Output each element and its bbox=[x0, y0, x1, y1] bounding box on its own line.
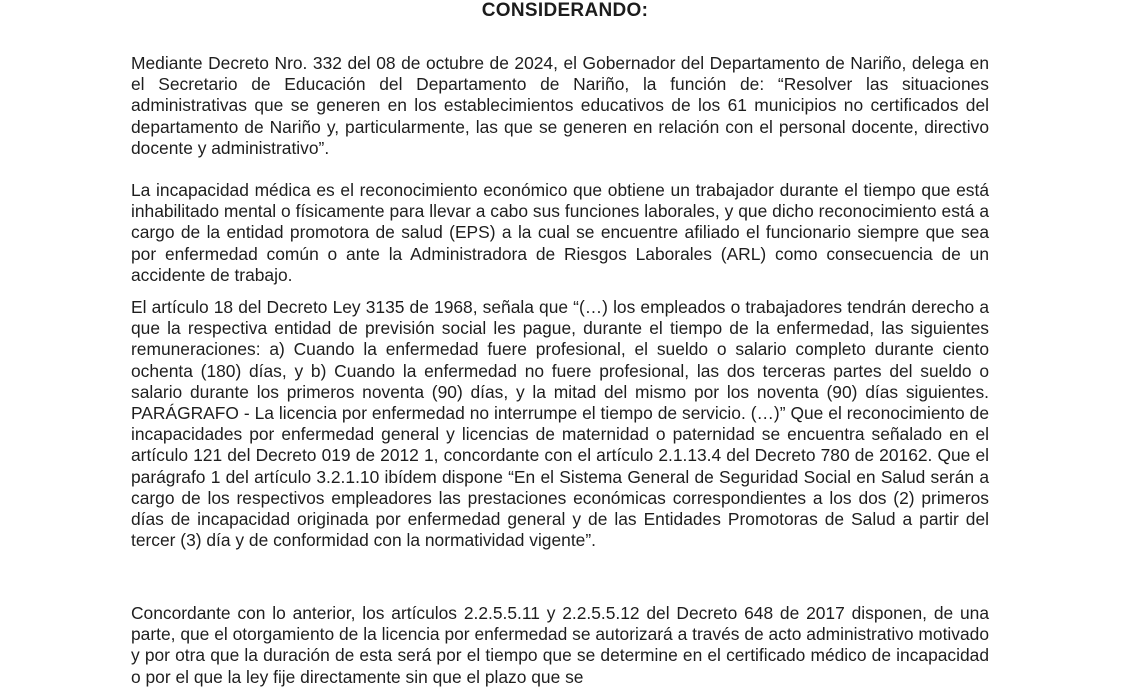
paragraph-incapacidad-medica: La incapacidad médica es el reconocimiento económico que obtiene un trabajador durante el tiempo que está inhabilitado mental o físicamente para llevar a cabo sus funciones laborales, y que dicho reconocimiento está a cargo de la entidad promotora de salud (EPS) a la cual se encuentre afiliado el funcionario siempre que sea por enfermedad común o ante la Administradora de Riesgos Laborales (ARL) como consecuencia de un accidente de trabajo. bbox=[131, 180, 989, 285]
paragraph-articulo-18: El artículo 18 del Decreto Ley 3135 de 1968, señala que “(…) los empleados o trabajadores tendrán derecho a que la respectiva entidad de previsión social les pague, durante el tiempo de la enfermedad, las siguientes remuneraciones: a) Cuando la enfermedad fuere profesional, el sueldo o salario completo durante ciento ochenta (180) días, y b) Cuando la enfermedad no fuere profesional, las dos terceras partes del sueldo o salario durante los primeros noventa (90) días, y la mitad del mismo por los noventa (90) días siguientes. PARÁGRAFO - La licencia por enfermedad no interrumpe el tiempo de servicio. (…)” Que el reconocimiento de incapacidades por enfermedad general y licencias de maternidad o paternidad se encuentra señalado en el artículo 121 del Decreto 019 de 2012 1, concordante con el artículo 2.1.13.4 del Decreto 780 de 20162. Que el parágrafo 1 del artículo 3.2.1.10 ibídem dispone “En el Sistema General de Seguridad Social en Salud serán a cargo de los respectivos empleadores las prestaciones económicas correspondientes a los dos (2) primeros días de incapacidad originada por enfermedad general y de las Entidades Promotoras de Salud a partir del tercer (3) día y de conformidad con la normatividad vigente”. bbox=[131, 297, 989, 551]
section-heading: CONSIDERANDO: bbox=[481, 0, 649, 21]
paragraph-concordante: Concordante con lo anterior, los artículos 2.2.5.5.11 y 2.2.5.5.12 del Decreto 648 de 2017 disponen, de una parte, que el otorgamiento de la licencia por enfermedad se autorizará a través de acto administrativo motivado y por otra que la duración de esta será por el tiempo que se determine en el certificado médico de incapacidad o por el que la ley fije directamente sin que el plazo que se bbox=[131, 603, 989, 687]
paragraph-decreto-332: Mediante Decreto Nro. 332 del 08 de octubre de 2024, el Gobernador del Departamento de Nariño, delega en el Secretario de Educación del Departamento de Nariño, la función de: “Resolver las situaciones administrativas que se generen en los establecimientos educativos de los 61 municipios no certificados del departamento de Nariño y, particularmente, las que se generen en relación con el personal docente, directivo docente y administrativo”. bbox=[131, 53, 989, 158]
